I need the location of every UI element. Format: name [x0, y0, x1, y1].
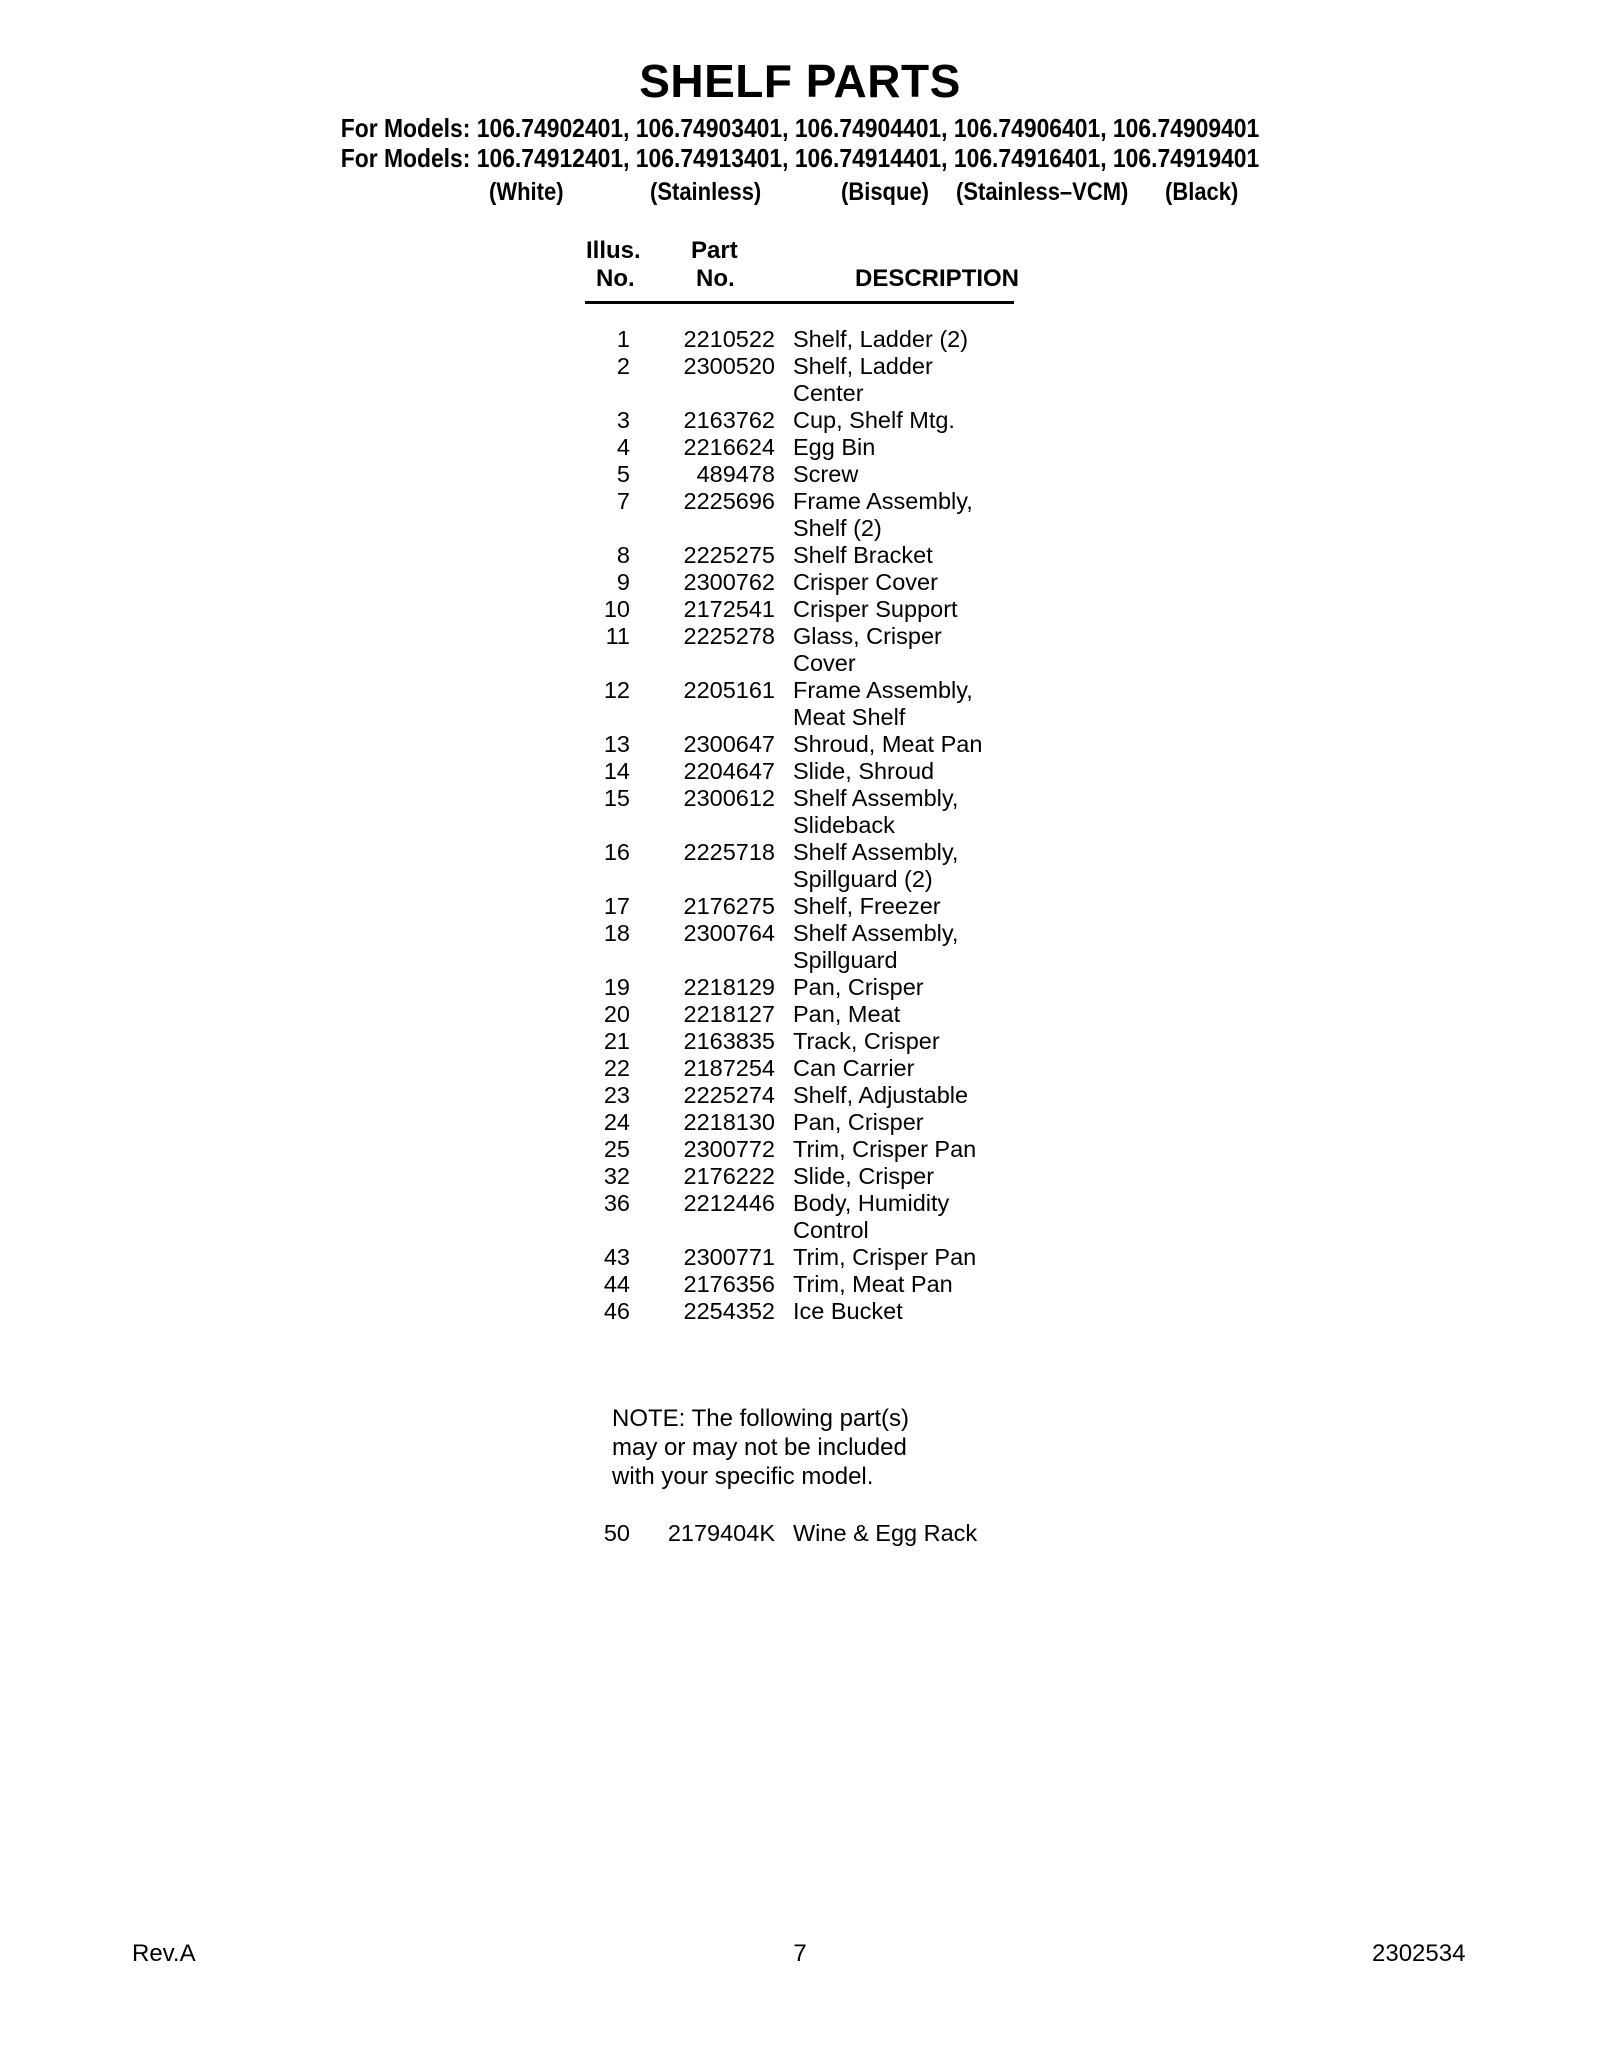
table-row	[0, 677, 1600, 731]
part-no-cell: 2187254	[683, 1055, 775, 1081]
description-line: Shelf Assembly,	[793, 920, 959, 946]
part-no-cell: 2300764	[683, 920, 775, 946]
description-line: Trim, Crisper Pan	[793, 1244, 977, 1270]
col-header-part: Part	[691, 237, 738, 264]
footer-page-number: 7	[793, 1940, 807, 1967]
description-cell	[793, 974, 1313, 1001]
description-cell	[793, 1109, 1313, 1136]
illus-no-cell: 12	[603, 677, 630, 703]
table-row	[0, 488, 1600, 542]
table-row	[0, 1271, 1600, 1298]
description-line: Trim, Crisper Pan	[793, 1136, 977, 1162]
description-line: Screw	[793, 461, 859, 487]
description-line: Shroud, Meat Pan	[793, 731, 983, 757]
description-line: Pan, Crisper	[793, 1109, 924, 1135]
table-row	[0, 1109, 1600, 1136]
table-row	[0, 596, 1600, 623]
table-row	[0, 326, 1600, 353]
illus-no-cell: 8	[616, 542, 630, 568]
part-no-cell: 2300771	[683, 1244, 775, 1270]
description-cell	[793, 893, 1313, 920]
description-cell	[793, 488, 1313, 542]
note-line: NOTE: The following part(s)	[612, 1405, 909, 1432]
illus-no-cell: 1	[616, 326, 630, 352]
part-no-cell: 2179404K	[667, 1520, 775, 1546]
description-cell	[793, 326, 1313, 353]
description-line: Glass, Crisper	[793, 623, 942, 649]
illus-no-cell: 14	[603, 758, 630, 784]
part-no-cell: 2176222	[683, 1163, 775, 1189]
description-line: Shelf, Ladder (2)	[793, 326, 969, 352]
description-cell	[793, 731, 1313, 758]
page-title: SHELF PARTS	[639, 55, 961, 107]
part-no-cell: 2163762	[683, 407, 775, 433]
table-row	[0, 1298, 1600, 1325]
illus-no-cell: 19	[603, 974, 630, 1000]
description-line: Shelf Assembly,	[793, 785, 959, 811]
table-row	[0, 920, 1600, 974]
illus-no-cell: 13	[603, 731, 630, 757]
note-line: with your specific model.	[612, 1463, 874, 1490]
description-cell	[793, 407, 1313, 434]
description-line: Body, Humidity	[793, 1190, 950, 1216]
header-rule	[585, 301, 1014, 304]
part-no-cell: 2225278	[683, 623, 775, 649]
table-row	[0, 1082, 1600, 1109]
description-line: Crisper Support	[793, 596, 958, 622]
description-line: Crisper Cover	[793, 569, 938, 595]
part-no-cell: 2163835	[683, 1028, 775, 1054]
part-no-cell: 2300762	[683, 569, 775, 595]
part-no-cell: 2176356	[683, 1271, 775, 1297]
table-row	[0, 1028, 1600, 1055]
description-line: Slide, Crisper	[793, 1163, 935, 1189]
description-line: Spillguard (2)	[793, 866, 933, 892]
description-cell	[793, 623, 1313, 677]
table-row	[0, 542, 1600, 569]
part-no-cell: 2172541	[683, 596, 775, 622]
description-cell	[793, 1244, 1313, 1271]
footer-revision: Rev.A	[132, 1940, 196, 1967]
part-no-cell: 2205161	[683, 677, 775, 703]
description-line: Shelf, Adjustable	[793, 1082, 969, 1108]
description-line: Frame Assembly,	[793, 488, 973, 514]
part-no-cell: 2254352	[683, 1298, 775, 1324]
table-row	[0, 1001, 1600, 1028]
description-cell	[793, 353, 1313, 407]
description-line: Egg Bin	[793, 434, 876, 460]
description-line: Shelf (2)	[793, 515, 882, 541]
description-line: Track, Crisper	[793, 1028, 940, 1054]
part-no-cell: 2218130	[683, 1109, 775, 1135]
part-no-cell: 2225696	[683, 488, 775, 514]
illus-no-cell: 5	[616, 461, 630, 487]
finish-label: (White)	[489, 178, 564, 206]
part-no-cell: 2212446	[683, 1190, 775, 1216]
description-cell	[793, 758, 1313, 785]
table-row	[0, 758, 1600, 785]
illus-no-cell: 3	[616, 407, 630, 433]
illus-no-cell: 4	[616, 434, 630, 460]
description-cell	[793, 1298, 1313, 1325]
parts-table	[0, 326, 1600, 1325]
table-row	[0, 1055, 1600, 1082]
description-cell	[793, 542, 1313, 569]
illus-no-cell: 43	[603, 1244, 630, 1270]
description-cell	[793, 1271, 1313, 1298]
illus-no-cell: 32	[603, 1163, 630, 1189]
description-line: Center	[793, 380, 864, 406]
illus-no-cell: 44	[603, 1271, 630, 1297]
table-row	[0, 731, 1600, 758]
table-row	[0, 434, 1600, 461]
col-header-illus: Illus.	[586, 237, 641, 264]
description-cell	[793, 1190, 1313, 1244]
description-cell	[793, 1001, 1313, 1028]
models-line-1: For Models: 106.74902401, 106.74903401, 106.74904401, 106.74906401, 106.74909401	[340, 113, 1260, 143]
illus-no-cell: 9	[616, 569, 630, 595]
description-line: Trim, Meat Pan	[793, 1271, 953, 1297]
description-line: Pan, Meat	[793, 1001, 901, 1027]
finish-label: (Stainless)	[650, 178, 762, 206]
optional-parts-row	[0, 1520, 1600, 1547]
illus-no-cell: 18	[603, 920, 630, 946]
finish-label: (Stainless–VCM)	[956, 178, 1129, 206]
part-no-cell: 2218129	[683, 974, 775, 1000]
description-cell	[793, 1163, 1313, 1190]
col-header-part-no: No.	[696, 265, 735, 292]
table-row	[0, 785, 1600, 839]
description-line: Slide, Shroud	[793, 758, 935, 784]
description-line: Slideback	[793, 812, 895, 838]
note-line: may or may not be included	[612, 1434, 907, 1461]
description-cell	[793, 461, 1313, 488]
table-row	[0, 1244, 1600, 1271]
description-cell	[793, 785, 1313, 839]
part-no-cell: 2300772	[683, 1136, 775, 1162]
illus-no-cell: 20	[603, 1001, 630, 1027]
illus-no-cell: 24	[603, 1109, 630, 1135]
table-row	[0, 569, 1600, 596]
description-line: Shelf, Freezer	[793, 893, 941, 919]
table-row	[0, 353, 1600, 407]
description-cell	[793, 920, 1313, 974]
description-cell	[793, 569, 1313, 596]
finish-label: (Bisque)	[841, 178, 929, 206]
description-line: Frame Assembly,	[793, 677, 973, 703]
description-line: Can Carrier	[793, 1055, 915, 1081]
part-no-cell: 2218127	[683, 1001, 775, 1027]
description-cell	[793, 596, 1313, 623]
part-no-cell: 2216624	[683, 434, 775, 460]
table-row	[0, 1190, 1600, 1244]
footer-doc-number: 2302534	[1372, 1940, 1466, 1967]
illus-no-cell: 25	[603, 1136, 630, 1162]
illus-no-cell: 21	[603, 1028, 630, 1054]
part-no-cell: 2204647	[683, 758, 775, 784]
part-no-cell: 2225274	[683, 1082, 775, 1108]
description-cell	[793, 677, 1313, 731]
illus-no-cell: 7	[616, 488, 630, 514]
description-cell	[793, 1082, 1313, 1109]
illus-no-cell: 10	[603, 596, 630, 622]
description-line: Pan, Crisper	[793, 974, 924, 1000]
part-no-cell: 2176275	[683, 893, 775, 919]
description-line: Shelf Assembly,	[793, 839, 959, 865]
illus-no-cell: 2	[616, 353, 630, 379]
col-header-description: DESCRIPTION	[855, 265, 1020, 292]
description-cell	[793, 434, 1313, 461]
table-row	[0, 623, 1600, 677]
note-text	[612, 1404, 909, 1491]
illus-no-cell: 36	[603, 1190, 630, 1216]
table-row	[0, 1163, 1600, 1190]
illus-no-cell: 23	[603, 1082, 630, 1108]
illus-no-cell: 46	[603, 1298, 630, 1324]
part-no-cell: 2210522	[683, 326, 775, 352]
part-no-cell: 2225718	[683, 839, 775, 865]
part-no-cell: 489478	[696, 461, 775, 487]
part-no-cell: 2300520	[683, 353, 775, 379]
table-row	[0, 974, 1600, 1001]
description-line: Shelf Bracket	[793, 542, 933, 568]
table-row	[0, 893, 1600, 920]
illus-no-cell: 22	[603, 1055, 630, 1081]
description-line: Control	[793, 1217, 869, 1243]
table-row	[0, 1520, 1600, 1547]
description-line: Meat Shelf	[793, 704, 906, 730]
description-cell	[793, 839, 1313, 893]
description-line: Shelf, Ladder	[793, 353, 933, 379]
models-line-2: For Models: 106.74912401, 106.74913401, 106.74914401, 106.74916401, 106.74919401	[340, 143, 1260, 173]
illus-no-cell: 16	[603, 839, 630, 865]
description-cell	[793, 1136, 1313, 1163]
part-no-cell: 2300612	[683, 785, 775, 811]
description-line: Cup, Shelf Mtg.	[793, 407, 955, 433]
part-no-cell: 2300647	[683, 731, 775, 757]
illus-no-cell: 11	[605, 623, 630, 649]
description-cell	[793, 1028, 1313, 1055]
table-row	[0, 461, 1600, 488]
description-line: Ice Bucket	[793, 1298, 903, 1324]
part-no-cell: 2225275	[683, 542, 775, 568]
col-header-illus-no: No.	[596, 265, 635, 292]
description-line: Cover	[793, 650, 856, 676]
description-line: Wine & Egg Rack	[793, 1520, 978, 1546]
table-row	[0, 407, 1600, 434]
description-cell	[793, 1055, 1313, 1082]
finish-label: (Black)	[1165, 178, 1239, 206]
illus-no-cell: 50	[603, 1520, 630, 1546]
description-cell	[793, 1520, 1313, 1547]
table-row	[0, 1136, 1600, 1163]
table-row	[0, 839, 1600, 893]
description-line: Spillguard	[793, 947, 898, 973]
illus-no-cell: 15	[603, 785, 630, 811]
illus-no-cell: 17	[603, 893, 630, 919]
